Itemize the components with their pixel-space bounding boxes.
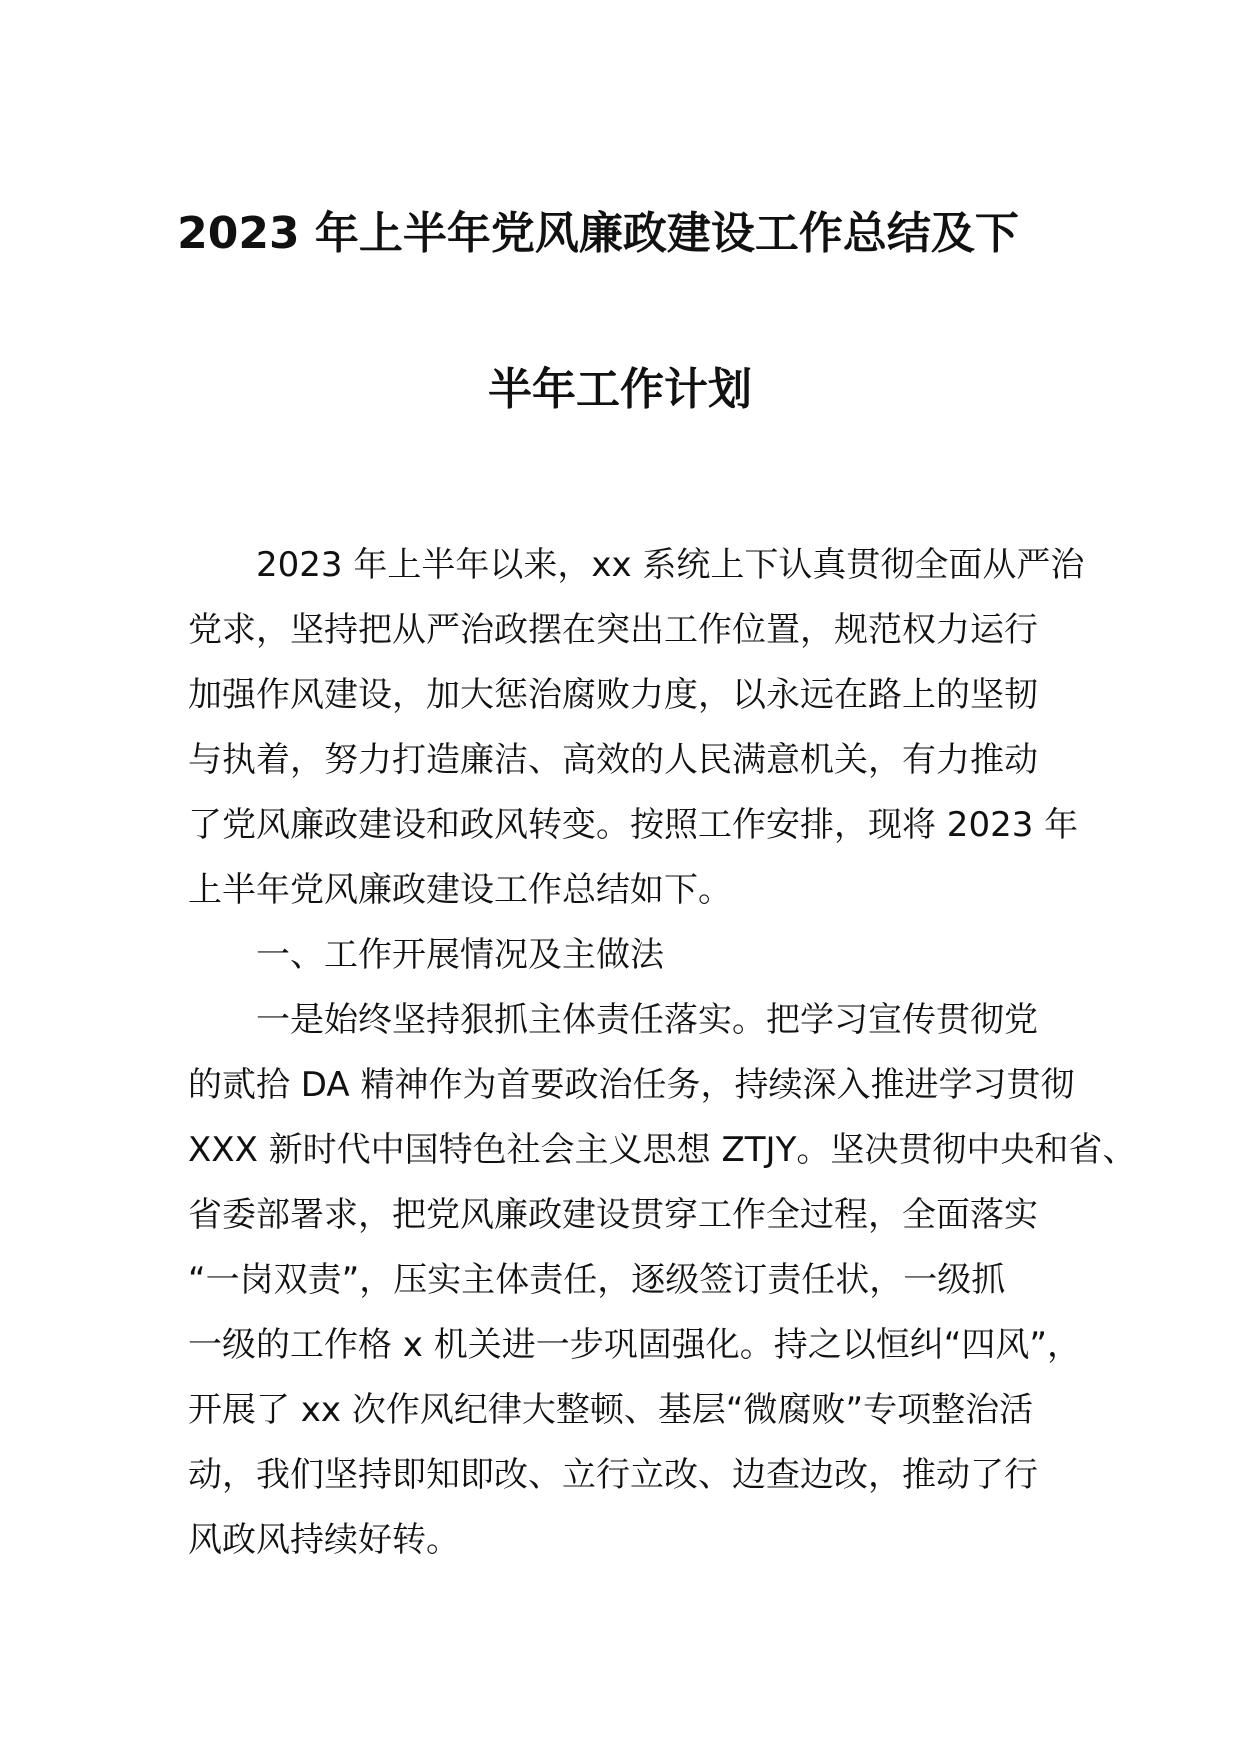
document-title-line-1: 2023 年上半年党风廉政建设工作总结及下 (177, 208, 1019, 259)
paragraph-line: 2023 年上半年以来，xx 系统上下认真贯彻全面从严治 (256, 545, 1085, 585)
paragraph-line: “一岗双责”，压实主体责任，逐级签订责任状，一级抓 (188, 1260, 1006, 1300)
paragraph-line: 动，我们坚持即知即改、立行立改、边查边改，推动了行 (188, 1455, 1038, 1495)
paragraph-line: 风政风持续好转。 (188, 1520, 460, 1560)
paragraph-line: 省委部署求，把党风廉政建设贯穿工作全过程，全面落实 (188, 1195, 1038, 1235)
paragraph-line: XXX 新时代中国特色社会主义思想 ZTJY。坚决贯彻中央和省、 (188, 1130, 1137, 1170)
paragraph-line: 与执着，努力打造廉洁、高效的人民满意机关，有力推动 (188, 740, 1038, 780)
paragraph-line: 了党风廉政建设和政风转变。按照工作安排，现将 2023 年 (188, 805, 1079, 845)
paragraph-line: 一是始终坚持狠抓主体责任落实。把学习宣传贯彻党 (256, 1000, 1038, 1040)
paragraph-line: 开展了 xx 次作风纪律大整顿、基层“微腐败”专项整治活 (188, 1390, 1034, 1430)
paragraph-line: 的贰拾 DA 精神作为首要政治任务，持续深入推进学习贯彻 (188, 1065, 1075, 1105)
paragraph-line: 上半年党风廉政建设工作总结如下。 (188, 870, 732, 910)
paragraph-line: 加强作风建设，加大惩治腐败力度，以永远在路上的坚韧 (188, 675, 1038, 715)
paragraph-line: 一级的工作格 x 机关进一步巩固强化。持之以恒纠“四风”， (188, 1325, 1081, 1365)
paragraph-line: 党求，坚持把从严治政摆在突出工作位置，规范权力运行 (188, 610, 1038, 650)
document-title-line-2: 半年工作计划 (488, 364, 752, 415)
section-heading: 一、工作开展情况及主做法 (256, 935, 664, 975)
